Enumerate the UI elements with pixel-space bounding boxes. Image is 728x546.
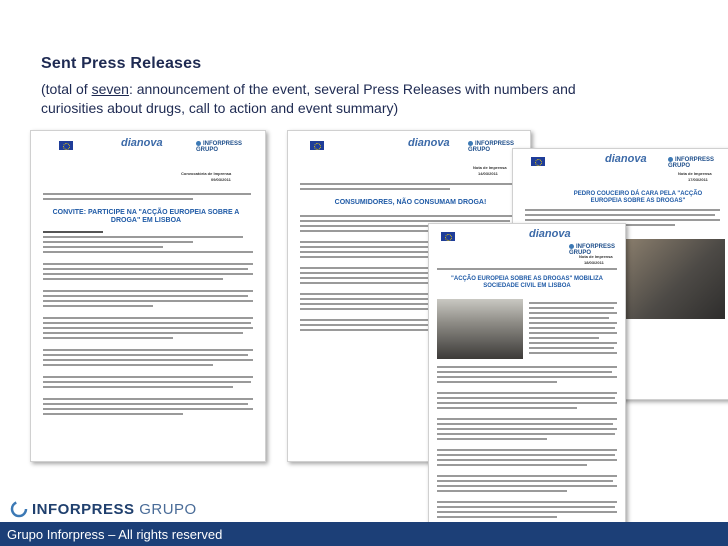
doc-label: Convocatória de Imprensa bbox=[181, 171, 232, 176]
doc-heading: PEDRO COUCEIRO DÁ CARA PELA "ACÇÃO EUROPEIA SOBRE AS DROGAS" bbox=[573, 191, 703, 204]
footer-brand-suffix: GRUPO bbox=[139, 501, 197, 518]
eu-flag-icon bbox=[531, 157, 545, 166]
inforpress-logo: INFORPRESS GRUPO bbox=[468, 141, 530, 153]
doc-date: 09/03/2011 bbox=[211, 177, 231, 182]
doc-heading: "ACÇÃO EUROPEIA SOBRE AS DROGAS" MOBILIZA SOCIEDADE CIVIL EM LISBOA bbox=[451, 276, 603, 289]
subtitle-pre: (total of bbox=[41, 81, 92, 97]
dianova-logo: dianova bbox=[529, 228, 571, 240]
doc-heading: CONSUMIDORES, NÃO CONSUMAM DROGA! bbox=[334, 199, 487, 206]
eu-flag-icon bbox=[59, 141, 73, 150]
press-release-invitation bbox=[30, 130, 266, 462]
footer-brand-logo bbox=[32, 501, 197, 518]
dianova-logo: dianova bbox=[121, 137, 163, 149]
doc-date: 18/03/2011 bbox=[584, 260, 604, 265]
inforpress-mark-icon bbox=[10, 500, 28, 518]
doc-date: 17/03/2011 bbox=[688, 177, 708, 182]
press-release-event-summary bbox=[428, 223, 626, 540]
slide-title: Sent Press Releases bbox=[41, 55, 202, 72]
eu-flag-icon bbox=[441, 232, 455, 241]
eu-flag-icon bbox=[310, 141, 324, 150]
event-photo bbox=[437, 299, 523, 359]
inforpress-logo: INFORPRESS GRUPO bbox=[196, 141, 265, 153]
doc-heading: CONVITE: PARTICIPE NA "ACÇÃO EUROPEIA SOBRE A DROGA" EM LISBOA bbox=[52, 209, 240, 224]
footer-copyright: Grupo Inforpress – All rights reserved bbox=[7, 527, 223, 542]
doc-label: Nota de Imprensa bbox=[678, 171, 712, 176]
dianova-logo: dianova bbox=[408, 137, 450, 149]
slide-subtitle bbox=[41, 80, 641, 118]
inforpress-logo: INFORPRESS GRUPO bbox=[668, 157, 728, 169]
dianova-logo: dianova bbox=[605, 153, 647, 165]
doc-label: Nota de Imprensa bbox=[579, 254, 613, 259]
subtitle-emphasis: seven bbox=[91, 81, 129, 97]
inforpress-logo: INFORPRESS GRUPO bbox=[569, 244, 625, 256]
subtitle-post: : announcement of the event, several Press Releases with numbers and curiosities about drugs, call to action and event summary) bbox=[41, 81, 576, 116]
footer-brand: INFORPRESS bbox=[32, 501, 135, 518]
doc-date: 14/03/2011 bbox=[478, 171, 498, 176]
doc-label: Nota de Imprensa bbox=[473, 165, 507, 170]
ambassador-photo bbox=[625, 239, 725, 319]
